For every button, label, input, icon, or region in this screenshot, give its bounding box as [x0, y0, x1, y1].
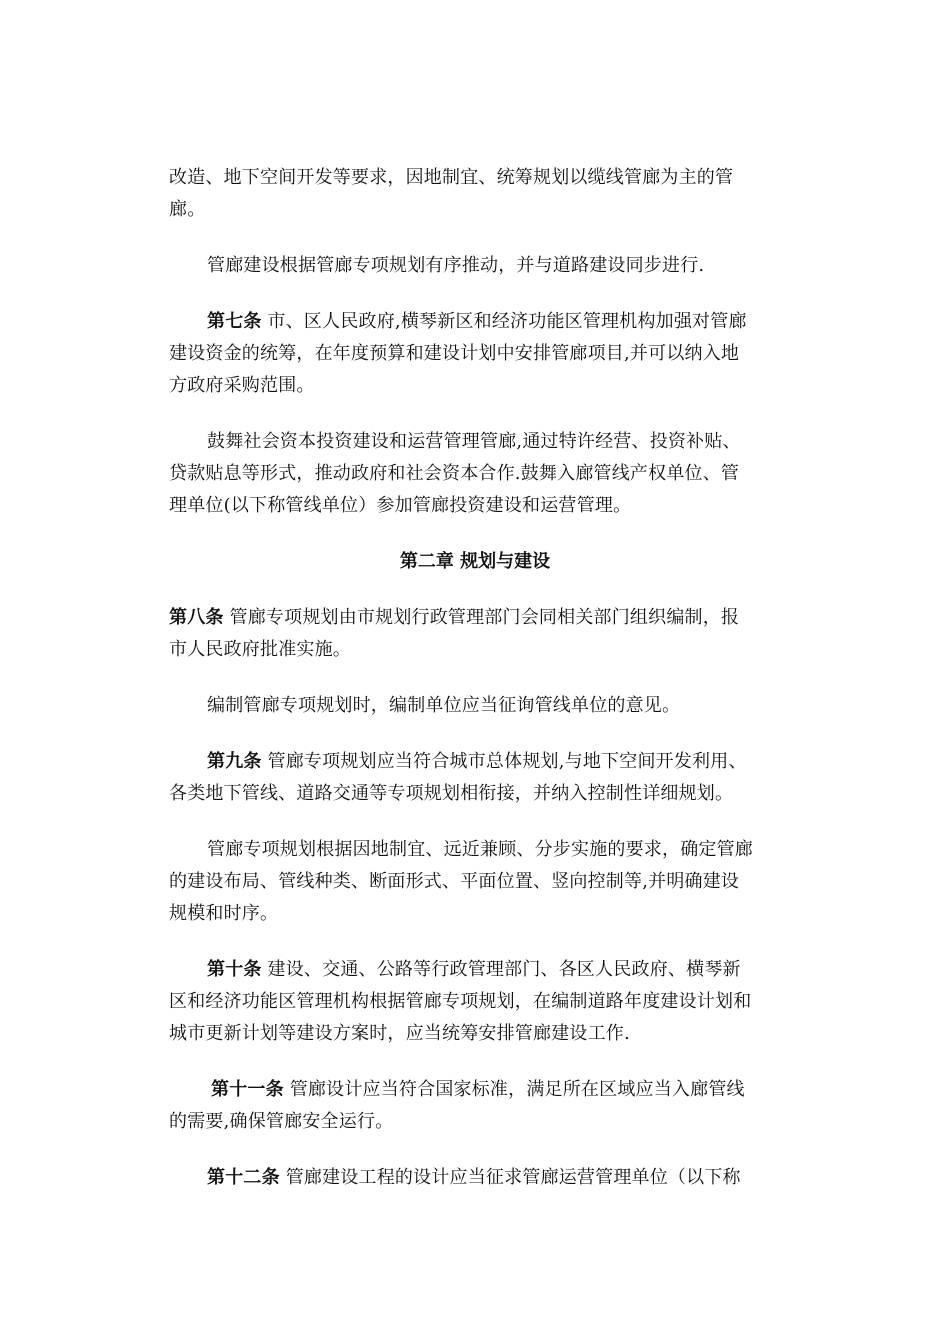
article-line: [211, 1079, 745, 1101]
text-line: 管廊专项规划根据因地制宜、远近兼顾、分步实施的要求，确定管廊: [207, 839, 753, 860]
text-line: 的建设布局、管线种类、断面形式、平面位置、竖向控制等,并明确建设: [169, 871, 740, 892]
text-line: 管廊设计应当符合国家标准，满足所在区域应当入廊管线: [283, 1079, 745, 1100]
article-label: 第八条: [169, 607, 224, 628]
text-line: 区和经济功能区管理机构根据管廊专项规划，在编制道路年度建设计划和: [169, 991, 752, 1012]
text-line: 鼓舞社会资本投资建设和运营管理管廊,通过特许经营、投资补贴、: [207, 431, 741, 452]
text-line: 贷款贴息等形式，推动政府和社会资本合作.鼓舞入廊管线产权单位、管: [169, 463, 740, 484]
text-line: 建设资金的统筹，在年度预算和建设计划中安排管廊项目,并可以纳入地: [169, 343, 740, 364]
text-line: 改造、地下空间开发等要求，因地制宜、统筹规划以缆线管廊为主的管: [169, 167, 734, 188]
article-line: [207, 1167, 741, 1189]
text-line: 市人民政府批准实施。: [169, 639, 351, 660]
text-line: 规模和时序。: [169, 903, 279, 924]
text-line: 理单位(以下称管线单位）参加管廊投资建设和运营管理。: [169, 495, 632, 516]
text-line: 廊。: [169, 199, 206, 220]
text-line: 各类地下管线、道路交通等专项规划相衔接，并纳入控制性详细规划。: [169, 783, 734, 804]
article-line: [207, 311, 747, 333]
article-label: 第十一条: [211, 1079, 284, 1100]
article-label: 第十条: [207, 959, 262, 980]
text-line: 管廊建设根据管廊专项规划有序推动，并与道路建设同步进行.: [207, 255, 705, 276]
text-line: 建设、交通、公路等行政管理部门、各区人民政府、横琴新: [261, 959, 741, 980]
text-line: 管廊专项规划由市规划行政管理部门会同相关部门组织编制，报: [223, 607, 740, 628]
text-line: 编制管廊专项规划时，编制单位应当征询管线单位的意见。: [207, 695, 681, 716]
text-line: 管廊建设工程的设计应当征求管廊运营管理单位（以下称: [279, 1167, 741, 1188]
article-label: 第九条: [207, 751, 262, 772]
text-line: 城市更新计划等建设方案时，应当统筹安排管廊建设工作.: [169, 1023, 630, 1044]
article-label: 第十二条: [207, 1167, 280, 1188]
chapter-heading: 第二章 规划与建设: [399, 551, 551, 572]
article-line: [169, 607, 739, 629]
text-line: 管廊专项规划应当符合城市总体规划,与地下空间开发利用、: [261, 751, 747, 772]
article-label: 第七条: [207, 311, 262, 332]
text-line: 市、区人民政府,横琴新区和经济功能区管理机构加强对管廊: [261, 311, 747, 332]
article-line: [207, 959, 741, 981]
text-line: 方政府采购范围。: [169, 375, 315, 396]
text-line: 的需要,确保管廊安全运行。: [169, 1111, 394, 1132]
article-line: [207, 751, 747, 773]
